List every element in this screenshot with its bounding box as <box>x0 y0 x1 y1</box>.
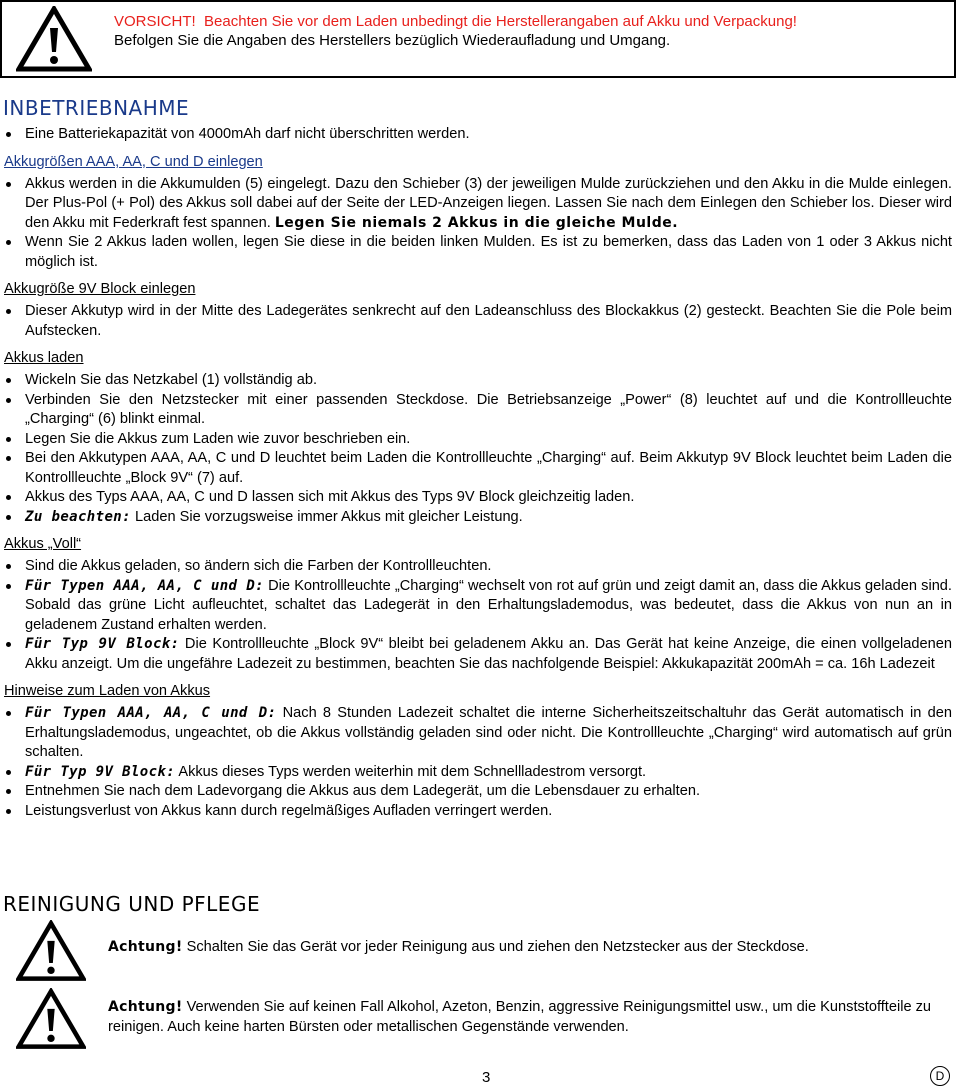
list-item: Akkus werden in die Akkumulden (5) eingelegt. Dazu den Schieber (3) der jeweiligen Mulde zurückziehen und den Akku in die Mulde einlegen. Der Plus-Pol (+ Pol) des Akkus soll dabei auf der Seite der LED-Anzeigen liegen. Lassen Sie nach dem Einlegen den Schieber los. Dieser wird den Akku mit Federkraft fest spannen. Legen Sie niemals 2 Akkus in die gleiche Mulde. <box>4 175 952 234</box>
section-heading-inbetriebnahme: INBETRIEBNAHME <box>3 96 190 120</box>
list-item: Für Typen AAA, AA, C und D: Nach 8 Stunden Ladezeit schaltet die interne Sicherheitszeitschaltuhr das Gerät automatisch in den Erhaltungslademodus, ungeachtet, ob die Akkus vollständig geladen sind oder nicht. Die Kontrollleuchte „Charging“ wird automatisch auf grün schalten. <box>4 704 952 763</box>
section-heading-reinigung: REINIGUNG UND PFLEGE <box>3 892 261 916</box>
main-content <box>4 125 952 826</box>
list-item: Dieser Akkutyp wird in der Mitte des Ladegerätes senkrecht auf den Ladeanschluss des Blockakkus (2) gesteckt. Beachten Sie die Pole beim Aufstecken. <box>4 302 952 341</box>
language-badge: D <box>930 1066 950 1086</box>
list-item: Für Typen AAA, AA, C und D: Die Kontrollleuchte „Charging“ wechselt von rot auf grün und zeigt damit an, dass die Akkus geladen sind. Sobald das grüne Licht aufleuchtet, schaltet das Ladegerät in den Erhaltungslademodus, was bedeutet, dass die Akkus von nun an in geladenem Zustand erhalten werden. <box>4 577 952 636</box>
subheading-hinweise: Hinweise zum Laden von Akkus <box>4 683 211 699</box>
list-item: Leistungsverlust von Akkus kann durch regelmäßiges Aufladen verringert werden. <box>4 802 952 822</box>
caution-label: Achtung! <box>108 999 183 1015</box>
warning-triangle-icon <box>16 6 92 72</box>
list-item: Wickeln Sie das Netzkabel (1) vollständig ab. <box>4 371 952 391</box>
warning-line-1: Beachten Sie vor dem Laden unbedingt die Herstellerangaben auf Akku und Verpackung! <box>204 13 797 30</box>
list-item: Entnehmen Sie nach dem Ladevorgang die Akkus aus dem Ladegerät, um die Lebensdauer zu erhalten. <box>4 782 952 802</box>
9v-list <box>4 302 952 341</box>
caution-text: Achtung! Verwenden Sie auf keinen Fall Alkohol, Azeton, Benzin, aggressive Reinigungsmittel usw., um die Kunststoffteile zu reinigen. Auch keine harten Bürsten oder metallischen Gegenstände verwenden. <box>108 999 932 1035</box>
list-item: Eine Batteriekapazität von 4000mAh darf nicht überschritten werden. <box>4 125 952 145</box>
bold-note: Für Typ 9V Block: <box>25 636 180 652</box>
subheading-9v: Akkugröße 9V Block einlegen <box>4 281 196 297</box>
subheading-voll: Akkus „Voll“ <box>4 536 82 552</box>
bold-note: Für Typen AAA, AA, C und D: <box>25 577 264 594</box>
list-item: Für Typ 9V Block: Die Kontrollleuchte „Block 9V“ bleibt bei geladenem Akku an. Das Gerät hat keine Anzeige, die einen vollgeladenen Akku anzeigt. Um die ungefähre Ladezeit zu bestimmen, beachten Sie das nachfolgende Beispiel: Akkukapazität 200mAh = ca. 16h Ladezeit <box>4 635 952 674</box>
page-number: 3 <box>482 1069 491 1086</box>
list-item: Zu beachten: Laden Sie vorzugsweise immer Akkus mit gleicher Leistung. <box>4 508 952 528</box>
warning-text <box>114 12 954 50</box>
warning-box <box>0 0 956 78</box>
list-item: Verbinden Sie den Netzstecker mit einer passenden Steckdose. Die Betriebsanzeige „Power“ (8) leuchtet auf und die Kontrollleuchte „Charging“ (6) blinkt einmal. <box>4 391 952 430</box>
caution-label: Achtung! <box>108 939 183 955</box>
list-item: Wenn Sie 2 Akkus laden wollen, legen Sie diese in die beiden linken Mulden. Es ist zu bemerken, dass das Laden von 1 oder 3 Akkus nicht möglich ist. <box>4 233 952 272</box>
subheading-aaa: Akkugrößen AAA, AA, C und D einlegen <box>4 153 263 170</box>
list-item: Sind die Akkus geladen, so ändern sich die Farben der Kontrollleuchten. <box>4 557 952 577</box>
voll-list <box>4 557 952 674</box>
caution-notice <box>0 920 956 990</box>
list-item: Bei den Akkutypen AAA, AA, C und D leuchtet beim Laden die Kontrollleuchte „Charging“ auf. Beim Akkutyp 9V Block leuchtet beim Laden die Kontrollleuchte „Block 9V“ (7) auf. <box>4 449 952 488</box>
bold-note: Für Typ 9V Block: <box>25 763 176 780</box>
bold-note: Für Typen AAA, AA, C und D: <box>25 705 277 721</box>
bold-note: Zu beachten: <box>25 508 131 525</box>
laden-list <box>4 371 952 527</box>
subheading-laden: Akkus laden <box>4 350 84 366</box>
caution-notice <box>0 988 956 1048</box>
list-item: Akkus des Typs AAA, AA, C und D lassen sich mit Akkus des Typs 9V Block gleichzeitig laden. <box>4 488 952 508</box>
warning-triangle-icon <box>16 988 86 1050</box>
list-item: Für Typ 9V Block: Akkus dieses Typs werden weiterhin mit dem Schnellladestrom versorgt. <box>4 763 952 783</box>
caution-text: Achtung! Schalten Sie das Gerät vor jeder Reinigung aus und ziehen den Netzstecker aus der Steckdose. <box>108 939 809 955</box>
warning-line-2: Befolgen Sie die Angaben des Herstellers bezüglich Wiederaufladung und Umgang. <box>114 32 671 49</box>
list-item: Legen Sie die Akkus zum Laden wie zuvor beschrieben ein. <box>4 430 952 450</box>
aaa-list <box>4 175 952 273</box>
warning-label: VORSICHT! <box>114 13 196 30</box>
bold-note: Legen Sie niemals 2 Akkus in die gleiche Mulde. <box>274 214 679 231</box>
warning-triangle-icon <box>16 920 86 982</box>
capacity-list <box>4 125 952 145</box>
hinweise-list <box>4 704 952 821</box>
